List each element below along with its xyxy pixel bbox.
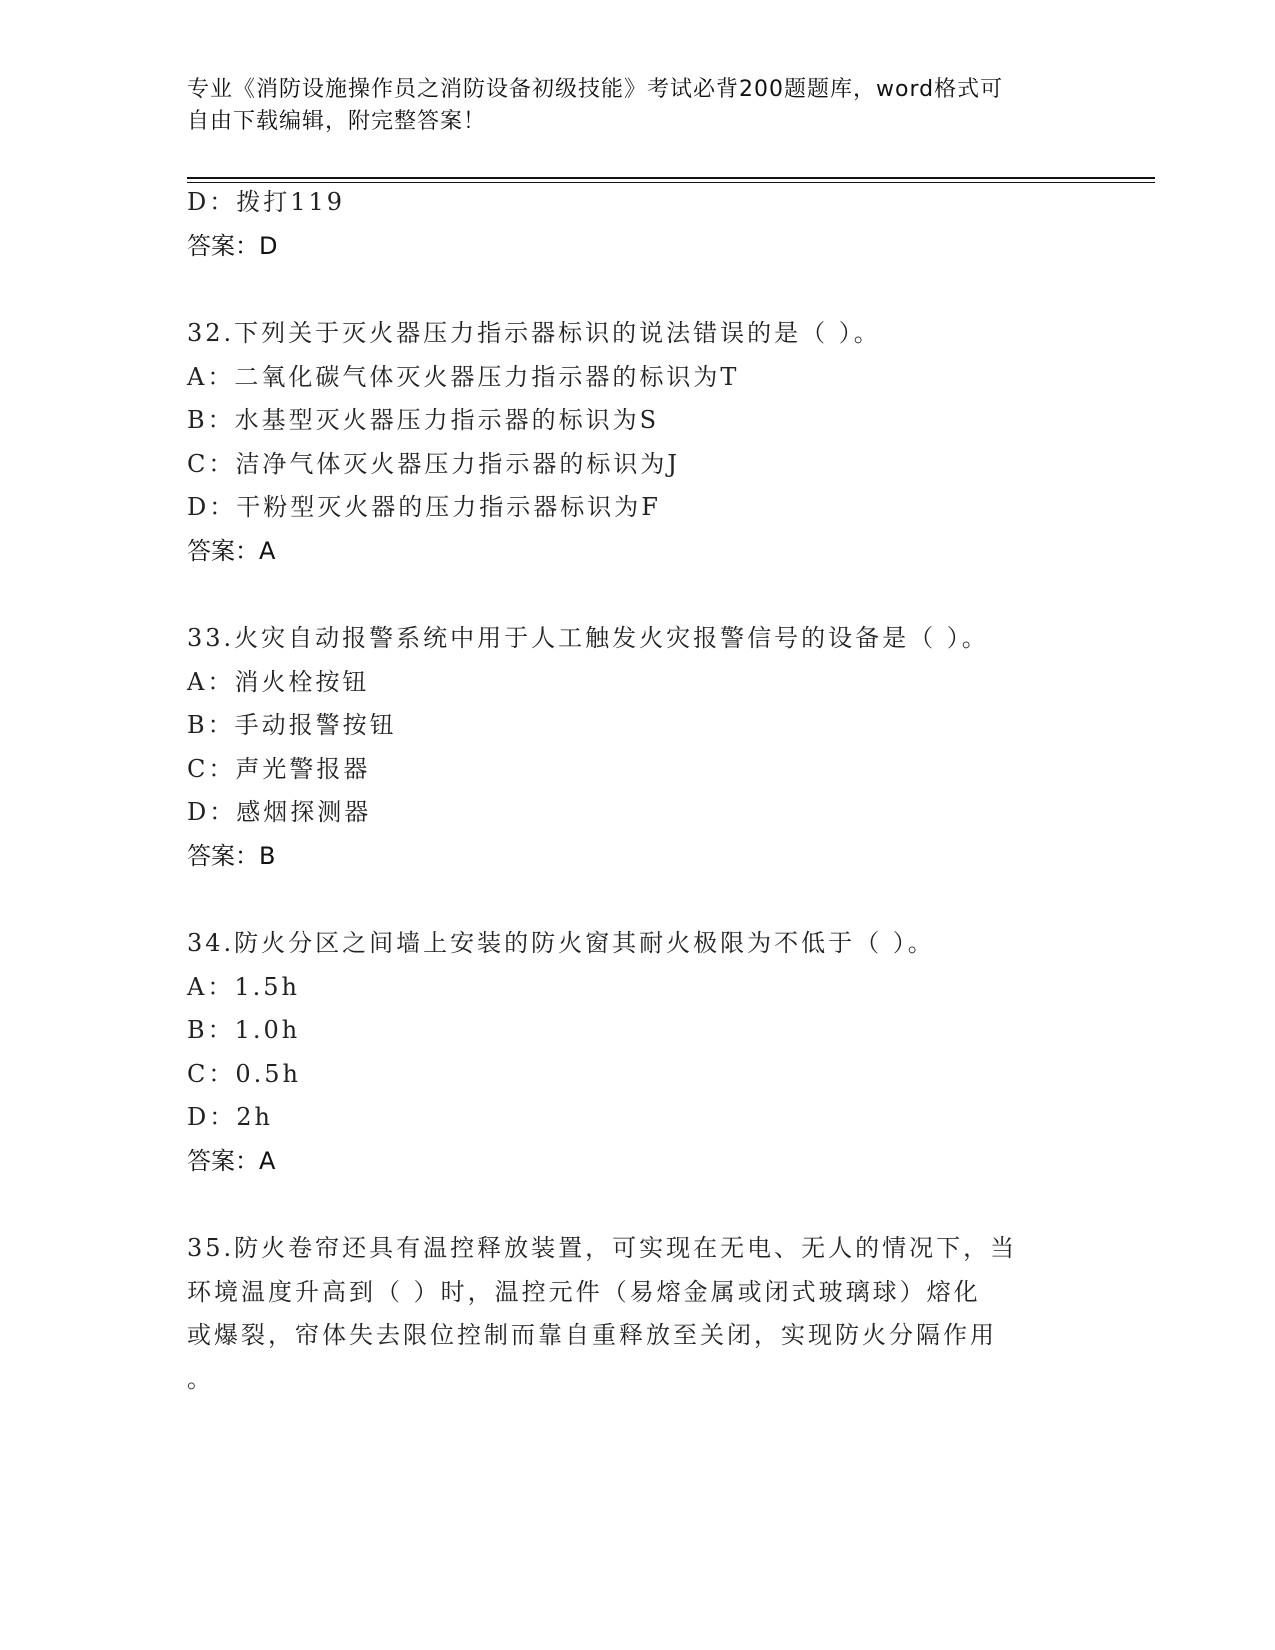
q33-option-d: D：感烟探测器 bbox=[187, 798, 372, 826]
header-line-1: 专业《消防设施操作员之消防设备初级技能》考试必背200题题库，word格式可 bbox=[187, 77, 1004, 102]
answer-label: 答案： bbox=[187, 842, 259, 870]
q34-option-d: D：2h bbox=[187, 1103, 273, 1131]
q32-option-a: A：二氧化碳气体灭火器压力指示器的标识为T bbox=[187, 363, 740, 391]
q34-option-b: B：1.0h bbox=[187, 1016, 301, 1044]
q32-answer bbox=[187, 534, 275, 568]
q35-question-line-4: 。 bbox=[187, 1365, 214, 1393]
q33-question: 33.火灾自动报警系统中用于人工触发火灾报警信号的设备是（ ）。 bbox=[187, 624, 989, 652]
q32-question: 32.下列关于灭火器压力指示器标识的说法错误的是（ ）。 bbox=[187, 319, 881, 347]
header-rule-thick bbox=[187, 177, 1155, 179]
header-rule-thin bbox=[187, 182, 1155, 183]
answer-value: B bbox=[259, 842, 276, 870]
q32-option-b: B：水基型灭火器压力指示器的标识为S bbox=[187, 406, 660, 434]
answer-label: 答案： bbox=[187, 537, 259, 565]
q35-question-line-3: 或爆裂，帘体失去限位控制而靠自重释放至关闭，实现防火分隔作用 bbox=[187, 1321, 997, 1349]
q32-option-c: C：洁净气体灭火器压力指示器的标识为J bbox=[187, 450, 680, 478]
prev-answer bbox=[187, 229, 277, 263]
q35-question-line-2: 环境温度升高到（ ）时，温控元件（易熔金属或闭式玻璃球）熔化 bbox=[187, 1278, 981, 1306]
q33-option-c: C：声光警报器 bbox=[187, 755, 371, 783]
answer-label: 答案： bbox=[187, 232, 259, 260]
q33-option-b: B：手动报警按钮 bbox=[187, 711, 397, 739]
q33-option-a: A：消火栓按钮 bbox=[187, 668, 370, 696]
q32-option-d: D：干粉型灭火器的压力指示器标识为F bbox=[187, 493, 661, 521]
header-line-2: 自由下载编辑，附完整答案！ bbox=[187, 109, 487, 134]
answer-label: 答案： bbox=[187, 1147, 259, 1175]
q33-answer bbox=[187, 839, 275, 873]
q34-question: 34.防火分区之间墙上安装的防火窗其耐火极限为不低于（ ）。 bbox=[187, 929, 935, 957]
q35-question-line-1: 35.防火卷帘还具有温控释放装置，可实现在无电、无人的情况下，当 bbox=[187, 1234, 1018, 1262]
q34-option-a: A：1.5h bbox=[187, 973, 300, 1001]
answer-value: A bbox=[259, 1147, 276, 1175]
document-header bbox=[187, 74, 1067, 138]
answer-value: D bbox=[259, 232, 278, 260]
q34-answer bbox=[187, 1144, 275, 1178]
q34-option-c: C：0.5h bbox=[187, 1060, 301, 1088]
prev-option-d: D：拨打119 bbox=[187, 188, 346, 216]
answer-value: A bbox=[259, 537, 276, 565]
